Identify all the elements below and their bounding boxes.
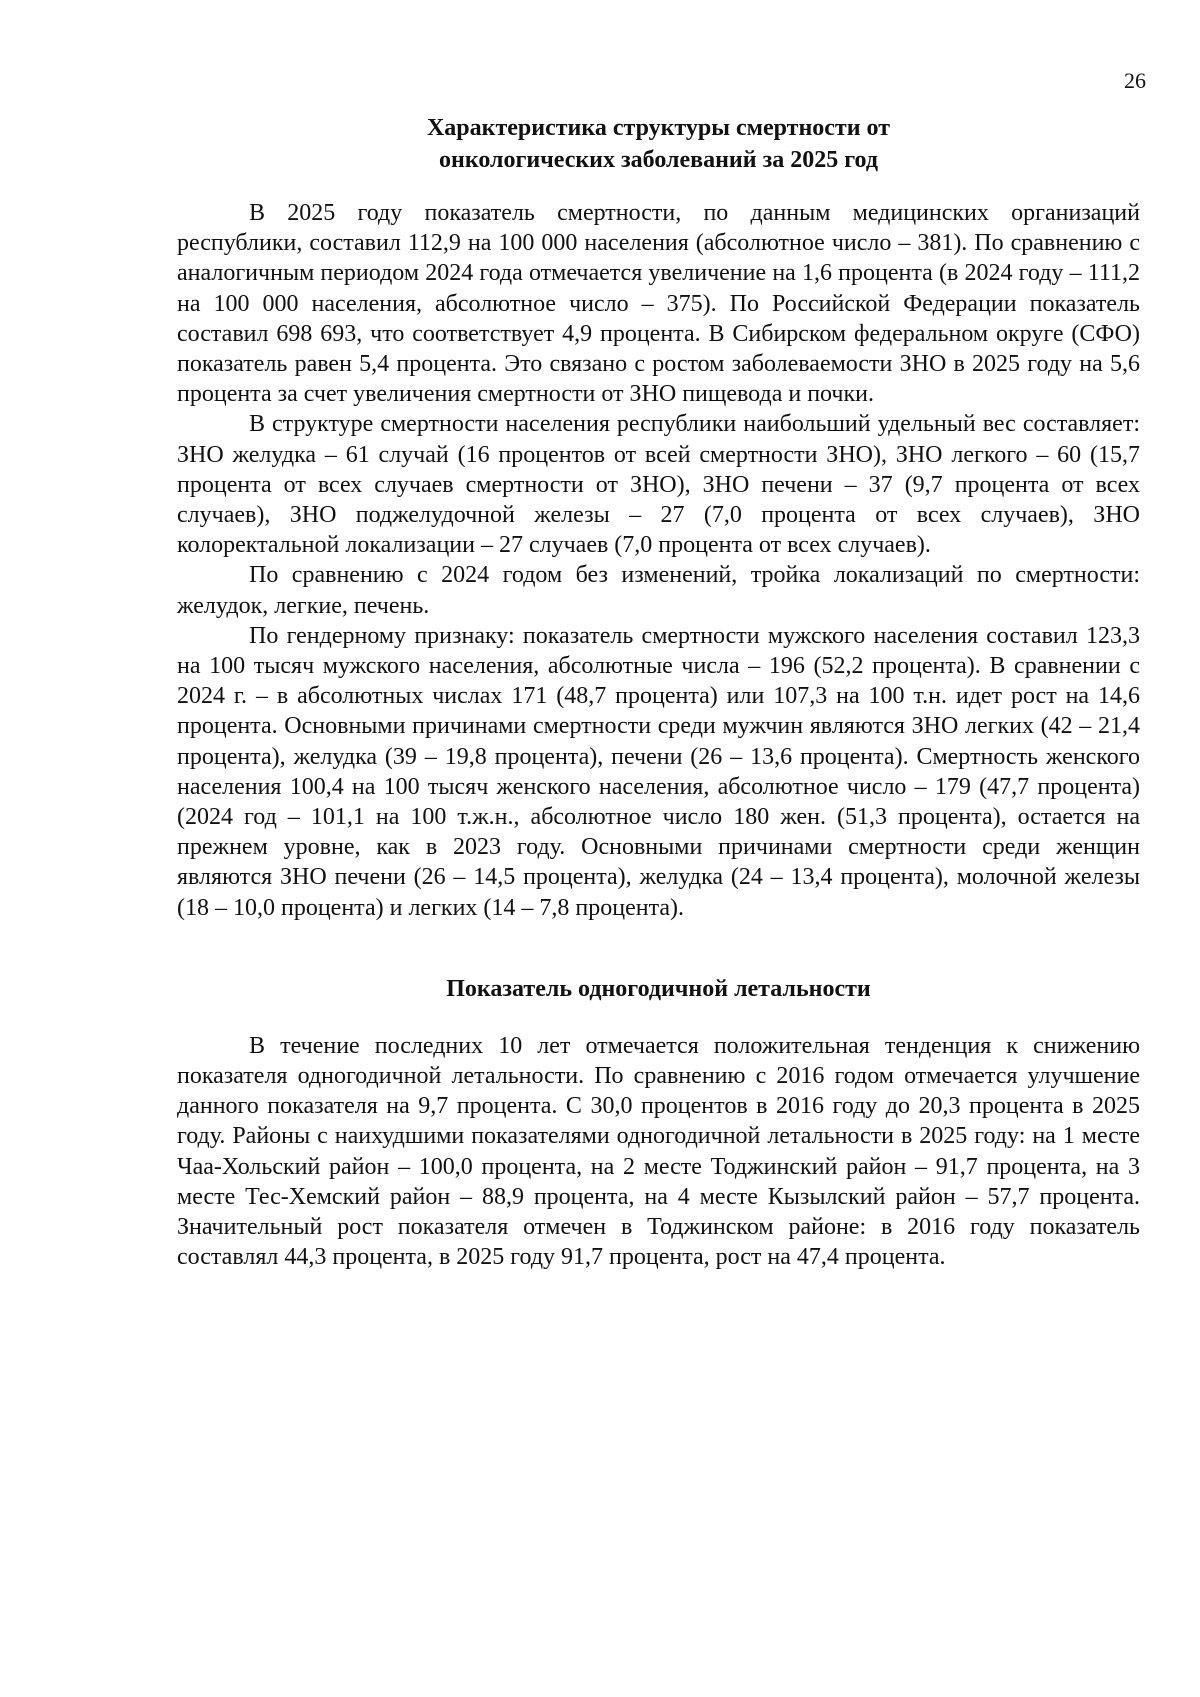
paragraph: В 2025 году показатель смертности, по данным медицинских организаций республики, составил 112,9 на 100 000 населения (абсолютное число – 381). По сравнению с аналогичным периодом 2024 года отмечается увеличение на 1,6 процента (в 2024 году – 111,2 на 100 000 населения, абсолютное число – 375). По Российской Федерации показатель составил 698 693, что соответствует 4,9 процента. В Сибирском федеральном округе (СФО) показатель равен 5,4 процента. Это связано с ростом заболеваемости ЗНО в 2025 году на 5,6 процента за счет увеличения смертности от ЗНО пищевода и почки. <box>177 200 1140 408</box>
paragraph: По гендерному признаку: показатель смертности мужского населения составил 123,3 на 100 тысяч мужского населения, абсолютные числа – 196 (52,2 процента). В сравнении с 2024 г. – в абсолютных числах 171 (48,7 процента) или 107,3 на 100 т.н. идет рост на 14,6 процента. Основными причинами смертности среди мужчин являются ЗНО легких (42 – 21,4 процента), желудка (39 – 19,8 процента), печени (26 – 13,6 процента). Смертность женского населения 100,4 на 100 тысяч женского населения, абсолютное число – 179 (47,7 процента) (2024 год – 101,1 на 100 т.ж.н., абсолютное число 180 жен. (51,3 процента), остается на прежнем уровне, как в 2023 году. Основными причинами смертности среди женщин являются ЗНО печени (26 – 14,5 процента), желудка (24 – 13,4 процента), молочной железы (18 – 10,0 процента) и легких (14 – 7,8 процента). <box>177 622 1140 921</box>
paragraph: В течение последних 10 лет отмечается положительная тенденция к снижению показателя одногодичной летальности. По сравнению с 2016 годом отмечается улучшение данного показателя на 9,7 процента. С 30,0 процентов в 2016 году до 20,3 процента в 2025 году. Районы с наихудшими показателями одногодичной летальности в 2025 году: на 1 месте Чаа-Хольский район – 100,0 процента, на 2 месте Тоджинский район – 91,7 процента, на 3 месте Тес-Хемский район – 88,9 процента, на 4 месте Кызылский район – 57,7 процента. Значительный рост показателя отмечен в Тоджинском районе: в 2016 году показатель составлял 44,3 процента, в 2025 году 91,7 процента, рост на 47,4 процента. <box>177 1032 1140 1271</box>
document-body <box>177 112 1140 1273</box>
paragraph: В структуре смертности населения республики наибольший удельный вес составляет: ЗНО желудка – 61 случай (16 процентов от всей смертности ЗНО), ЗНО легкого – 60 (15,7 процента от всех случаев смертности от ЗНО), ЗНО печени – 37 (9,7 процента от всех случаев), ЗНО поджелудочной железы – 27 (7,0 процента от всех случаев), ЗНО колоректальной локализации – 27 случаев (7,0 процента от всех случаев). <box>177 411 1140 559</box>
title-line-2: онкологических заболеваний за 2025 год <box>439 147 878 173</box>
section-title-lethality: Показатель одногодичной летальности <box>446 975 871 1002</box>
mortality-section <box>177 198 1140 923</box>
lethality-section <box>177 973 1140 1273</box>
section-title-mortality <box>177 112 1140 176</box>
paragraph: По сравнению с 2024 годом без изменений, тройка локализаций по смертности: желудок, легкие, печень. <box>177 562 1140 619</box>
title-line-1: Характеристика структуры смертности от <box>426 115 891 141</box>
page-number: 26 <box>1124 68 1146 93</box>
